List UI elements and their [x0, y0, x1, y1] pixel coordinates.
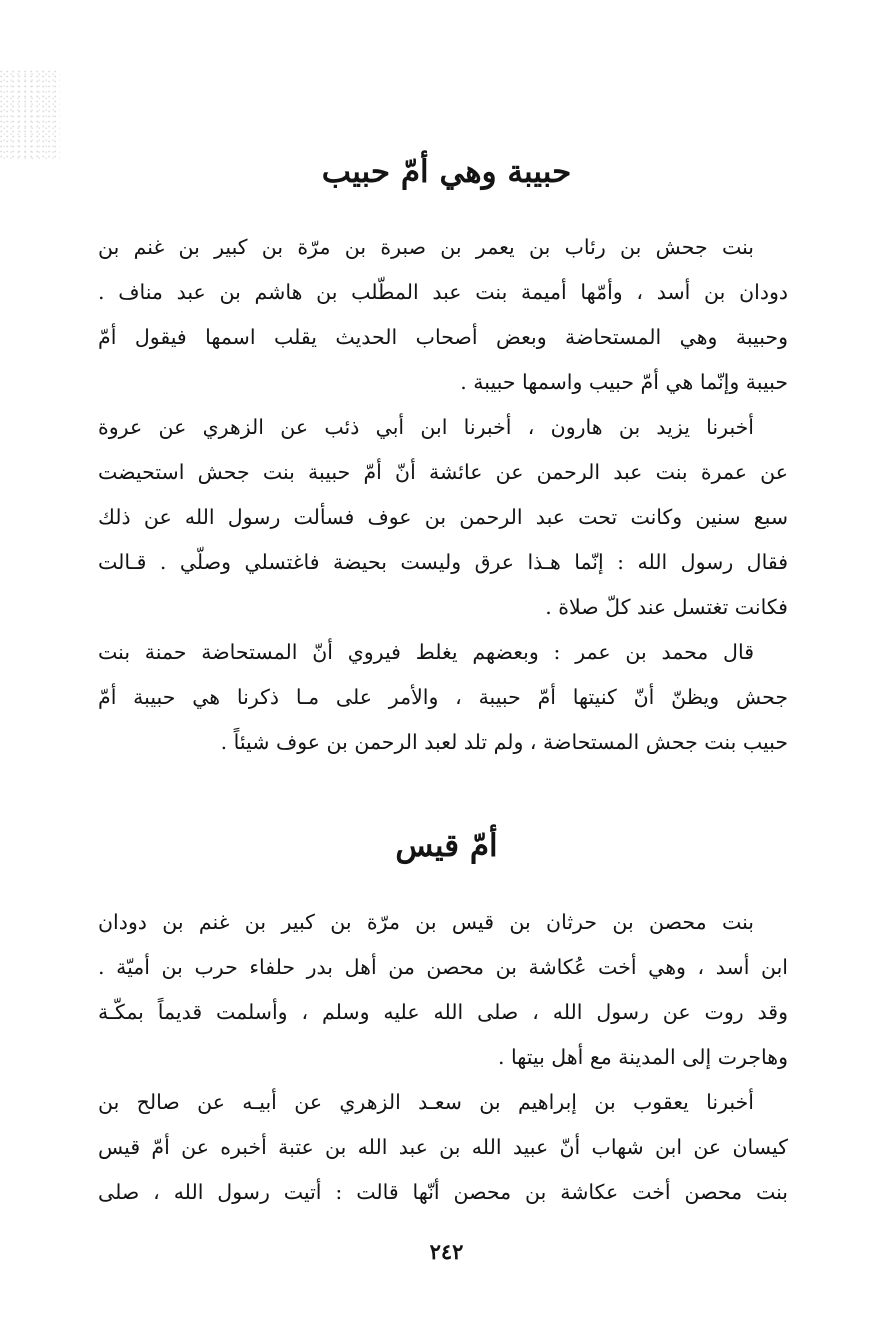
text-line: عن عمرة بنت عبد الرحمن عن عائشة أنّ أمّ حبيبة بنت جحش استحيضت	[98, 460, 788, 484]
text-line: حبيب بنت جحش المستحاضة ، ولم تلد لعبد الرحمن بن عوف شيئاً .	[220, 730, 788, 754]
scan-noise	[0, 70, 60, 160]
text-line: فكانت تغتسل عند كلّ صلاة .	[545, 595, 788, 619]
text-line: دودان بن أسد ، وأمّها أميمة بنت عبد المطّلب بن هاشم بن عبد مناف .	[98, 280, 788, 304]
text-line: بنت محصن بن حرثان بن قيس بن مرّة بن كبير بن غنم بن دودان	[98, 910, 754, 934]
section-title-umm-qays: أمّ قيس	[395, 828, 498, 864]
page-number: ٢٤٢	[429, 1239, 464, 1264]
text-line: جحش ويظنّ أنّ كنيتها أمّ حبيبة ، والأمر على مـا ذكرنا هي حبيبة أمّ	[98, 685, 788, 709]
text-line: حبيبة وإنّما هي أمّ حبيب واسمها حبيبة .	[460, 370, 788, 394]
text-line: بنت محصن أخت عكاشة بن محصن أنّها قالت : أتيت رسول الله ، صلى	[98, 1180, 788, 1204]
text-line: كيسان عن ابن شهاب أنّ عبيد الله بن عبد الله بن عتبة أخبره عن أمّ قيس	[98, 1135, 788, 1159]
text-line: ابن أسد ، وهي أخت عُكاشة بن محصن من أهل بدر حلفاء حرب بن أميّة .	[98, 955, 788, 979]
text-line: سبع سنين وكانت تحت عبد الرحمن بن عوف فسألت رسول الله عن ذلك	[98, 505, 788, 529]
text-line: بنت جحش بن رئاب بن يعمر بن صبرة بن مرّة بن كبير بن غنم بن	[98, 235, 754, 259]
section-title-habiba: حبيبة وهي أمّ حبيب	[321, 154, 572, 190]
text-line: أخبرنا يعقوب بن إبراهيم بن سعـد الزهري عن أبيـه عن صالح بن	[98, 1090, 754, 1114]
text-line: أخبرنا يزيد بن هارون ، أخبرنا ابن أبي ذئب عن الزهري عن عروة	[98, 415, 754, 439]
text-line: فقال رسول الله : إنّما هـذا عرق وليست بحيضة فاغتسلي وصلّي . قـالت	[98, 550, 788, 574]
text-line: وقد روت عن رسول الله ، صلى الله عليه وسلم ، وأسلمت قديماً بمكّـة	[98, 1000, 788, 1024]
text-line: وحبيبة وهي المستحاضة وبعض أصحاب الحديث يقلب اسمها فيقول أمّ	[98, 325, 788, 349]
text-line: قال محمد بن عمر : وبعضهم يغلط فيروي أنّ المستحاضة حمنة بنت	[98, 640, 754, 664]
text-line: وهاجرت إلى المدينة مع أهل بيتها .	[497, 1045, 788, 1069]
